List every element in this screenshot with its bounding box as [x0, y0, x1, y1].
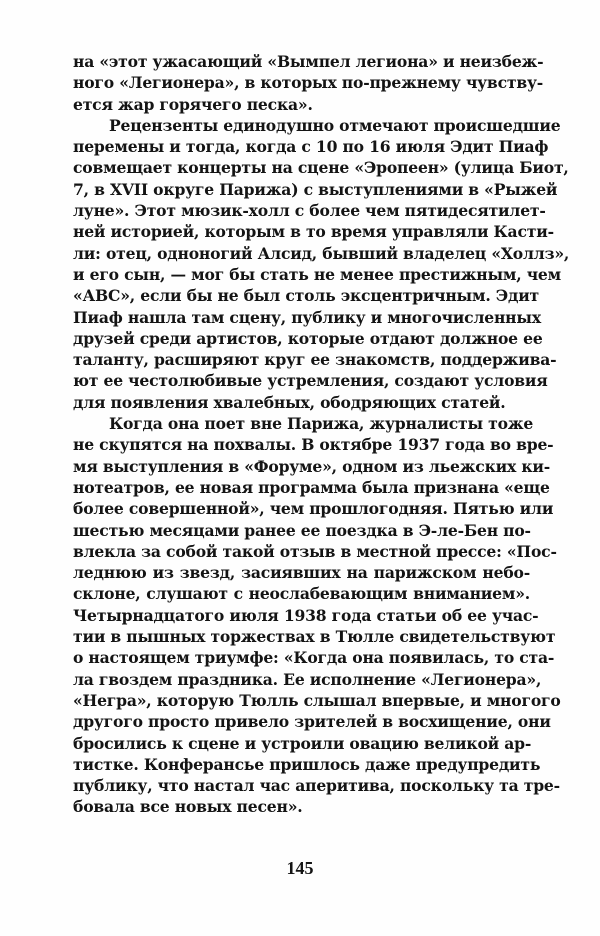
page-number: 145 — [286, 858, 314, 878]
text-line: не скупятся на похвалы. В октябре 1937 года во вре- — [73, 435, 554, 455]
text-line: ней историей, которым в то время управляли Касти- — [73, 222, 554, 242]
text-line: ется жар горячего песка». — [73, 94, 313, 114]
text-line: Рецензенты единодушно отмечают происшедшие — [109, 115, 561, 135]
text-line: мя выступления в «Форуме», одном из льежских ки- — [73, 456, 551, 476]
text-line: ют ее честолюбивые устремления, создают условия — [73, 371, 548, 391]
text-line: на «этот ужасающий «Вымпел легиона» и неизбеж- — [73, 52, 544, 71]
text-line: ли: отец, одноногий Алсид, бывший владелец «Холлз», — [73, 243, 570, 263]
text-line: другого просто привело зрителей в восхищение, они — [73, 712, 551, 732]
text-line: Когда она поет вне Парижа, журналисты тоже — [109, 414, 534, 434]
text-line: для появления хвалебных, ободряющих статей. — [73, 392, 506, 412]
text-line: нотеатров, ее новая программа была признана «еще — [73, 477, 550, 497]
text-line: тии в пышных торжествах в Тюлле свидетельствуют — [73, 627, 556, 647]
text-line: бовала все новых песен». — [73, 797, 303, 817]
text-line: 7, в XVII округе Парижа) с выступлениями в «Рыжей — [73, 179, 558, 199]
text-line: шестью месяцами ранее ее поездка в Э-ле-Бен по- — [73, 520, 531, 540]
text-line: леднюю из звезд, засиявших на парижском небо- — [73, 563, 530, 583]
text-line: «Негра», которую Тюлль слышал впервые, и многого — [73, 690, 561, 710]
text-line: склоне, слушают с неослабевающим вниманием». — [73, 584, 530, 604]
text-line: совмещает концерты на сцене «Эропеен» (улица Биот, — [73, 158, 569, 178]
text-line: «АВС», если бы не был столь эксцентричным. Эдит — [73, 286, 540, 306]
text-line: о настоящем триумфе: «Когда она появилась, то ста- — [73, 648, 555, 668]
text-line: влекла за собой такой отзыв в местной прессе: «Пос- — [73, 541, 557, 561]
text-line: луне». Этот мюзик-холл с более чем пятидесятилет- — [73, 201, 546, 221]
text-line: бросились к сцене и устроили овацию великой ар- — [73, 733, 532, 753]
text-line: перемены и тогда, когда с 10 по 16 июля Эдит Пиаф — [73, 137, 549, 157]
text-line: таланту, расширяют круг ее знакомств, поддержива- — [73, 350, 557, 370]
text-line: друзей среди артистов, которые отдают должное ее — [73, 328, 543, 348]
body-text — [73, 51, 570, 818]
text-line: публику, что настал час аперитива, поскольку та тре- — [73, 776, 560, 796]
text-line: ного «Легионера», в которых по-прежнему чувству- — [73, 73, 544, 93]
text-line: Пиаф нашла там сцену, публику и многочисленных — [73, 307, 541, 327]
text-line: ла гвоздем праздника. Ее исполнение «Легионера», — [73, 669, 542, 689]
text-line: более совершенной», чем прошлогодняя. Пятью или — [73, 499, 554, 519]
text-line: Четырнадцатого июля 1938 года статьи об ее учас- — [73, 605, 539, 625]
text-line: тистке. Конферансье пришлось даже предупредить — [73, 754, 541, 774]
text-line: и его сын, — мог бы стать не менее престижным, чем — [73, 264, 562, 284]
